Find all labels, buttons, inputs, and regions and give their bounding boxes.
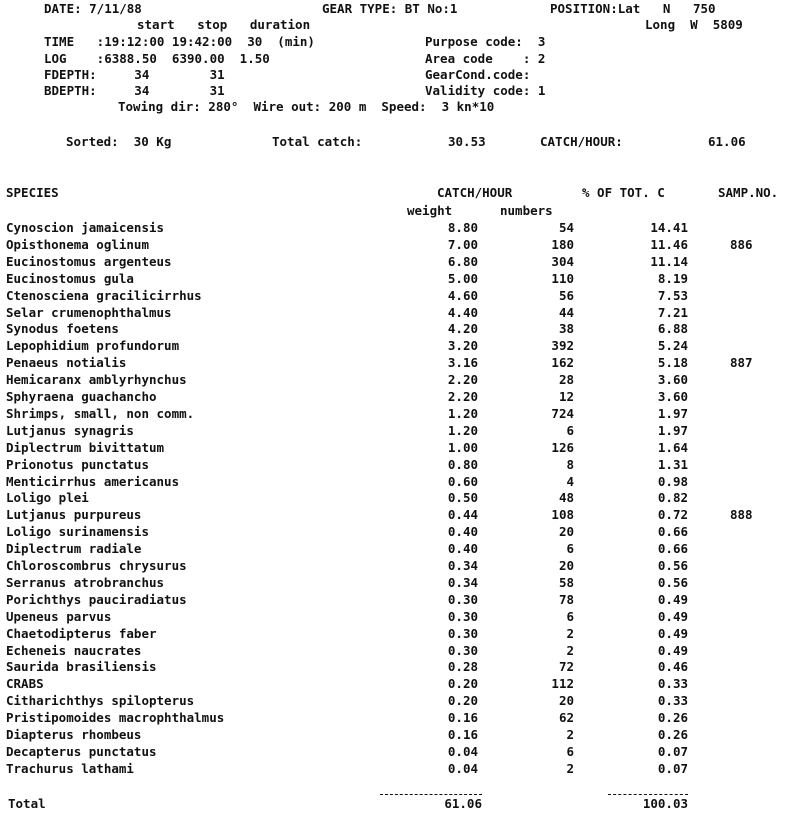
table-row bbox=[0, 339, 800, 356]
table-row bbox=[0, 407, 800, 424]
numbers-value: 2 bbox=[566, 727, 574, 742]
species-name: Synodus foetens bbox=[6, 321, 119, 337]
species-name: Loligo plei bbox=[6, 490, 89, 506]
weight-value: 2.20 bbox=[447, 372, 478, 388]
total-label: Total bbox=[8, 796, 46, 811]
position-lat-field: POSITION:Lat N 750 bbox=[550, 1, 716, 16]
pct-value: 8.19 bbox=[657, 270, 688, 286]
species-name: CRABS bbox=[6, 676, 44, 692]
table-row bbox=[0, 289, 800, 306]
numbers-value: 162 bbox=[551, 355, 574, 371]
samp-no-value: 888 bbox=[730, 507, 753, 523]
numbers-value: 72 bbox=[558, 659, 574, 675]
species-name: Diplectrum bivittatum bbox=[6, 439, 165, 455]
table-row bbox=[0, 660, 800, 677]
validity-code-field: Validity code: 1 bbox=[425, 83, 546, 98]
weight-value: 6.80 bbox=[447, 253, 478, 269]
numbers-value: 6 bbox=[566, 541, 574, 557]
pct-value: 0.72 bbox=[657, 507, 688, 523]
table-row bbox=[0, 238, 800, 255]
pct-value: 7.53 bbox=[657, 287, 688, 303]
pct-value: 0.66 bbox=[657, 541, 688, 557]
species-name: Shrimps, small, non comm. bbox=[6, 405, 195, 421]
numbers-value: 2 bbox=[566, 625, 574, 641]
fdepth-field: FDEPTH: 34 31 bbox=[44, 67, 225, 82]
header-weight: weight bbox=[407, 203, 453, 218]
numbers-value: 724 bbox=[551, 405, 574, 421]
table-row bbox=[0, 576, 800, 593]
table-row bbox=[0, 356, 800, 373]
species-name: Loligo surinamensis bbox=[6, 524, 149, 540]
sorted-field: Sorted: 30 Kg bbox=[66, 134, 172, 149]
table-row bbox=[0, 694, 800, 711]
weight-value: 1.20 bbox=[447, 422, 478, 438]
catch-hour-value: 61.06 bbox=[708, 134, 746, 149]
pct-value: 5.18 bbox=[657, 355, 688, 371]
table-row bbox=[0, 272, 800, 289]
table-row bbox=[0, 491, 800, 508]
towing-field: Towing dir: 280° Wire out: 200 m Speed: 3 kn*10 bbox=[118, 99, 495, 114]
numbers-value: 48 bbox=[558, 490, 574, 506]
table-row bbox=[0, 458, 800, 475]
species-name: Pristipomoides macrophthalmus bbox=[6, 710, 225, 726]
table-row bbox=[0, 762, 800, 779]
column-heads: start stop duration bbox=[137, 17, 311, 32]
weight-value: 0.30 bbox=[447, 608, 478, 624]
table-row bbox=[0, 322, 800, 339]
date-field: DATE: 7/11/88 bbox=[44, 1, 142, 16]
table-row bbox=[0, 593, 800, 610]
pct-value: 0.33 bbox=[657, 676, 688, 692]
weight-value: 0.80 bbox=[447, 456, 478, 472]
numbers-value: 6 bbox=[566, 608, 574, 624]
pct-value: 0.49 bbox=[657, 591, 688, 607]
pct-value: 5.24 bbox=[657, 338, 688, 354]
numbers-value: 44 bbox=[558, 304, 574, 320]
weight-value: 1.20 bbox=[447, 405, 478, 421]
numbers-value: 78 bbox=[558, 591, 574, 607]
numbers-value: 6 bbox=[566, 743, 574, 759]
table-row bbox=[0, 508, 800, 525]
species-name: Eucinostomus gula bbox=[6, 270, 134, 286]
header-pct-total: % OF TOT. C bbox=[582, 185, 665, 200]
pct-value: 0.56 bbox=[657, 558, 688, 573]
gear-type-field: GEAR TYPE: BT No:1 bbox=[322, 1, 458, 16]
species-name: Citharichthys spilopterus bbox=[6, 693, 195, 709]
pct-value: 0.26 bbox=[657, 710, 688, 726]
pct-value: 0.07 bbox=[657, 743, 688, 759]
table-row bbox=[0, 255, 800, 272]
table-row bbox=[0, 728, 800, 745]
total-catch-label: Total catch: bbox=[272, 134, 363, 149]
table-row bbox=[0, 559, 800, 576]
pct-value: 6.88 bbox=[657, 321, 688, 337]
numbers-value: 12 bbox=[558, 389, 574, 404]
species-name: Trachurus lathami bbox=[6, 760, 134, 776]
table-row bbox=[0, 390, 800, 407]
pct-value: 3.60 bbox=[657, 389, 688, 404]
species-name: Opisthonema oglinum bbox=[6, 236, 149, 252]
pct-value: 0.66 bbox=[657, 524, 688, 540]
pct-value: 0.49 bbox=[657, 608, 688, 624]
numbers-value: 56 bbox=[558, 287, 574, 303]
numbers-value: 54 bbox=[558, 220, 574, 235]
purpose-code-field: Purpose code: 3 bbox=[425, 34, 546, 49]
pct-value: 0.46 bbox=[657, 659, 688, 675]
species-name: Decapterus punctatus bbox=[6, 743, 157, 759]
header-numbers: numbers bbox=[500, 203, 553, 218]
pct-value: 0.56 bbox=[657, 574, 688, 590]
weight-value: 0.04 bbox=[447, 760, 478, 776]
gearcond-field: GearCond.code: bbox=[425, 67, 531, 82]
species-name: Ctenosciena gracilicirrhus bbox=[6, 287, 202, 303]
pct-value: 0.98 bbox=[657, 473, 688, 489]
species-name: Chloroscombrus chrysurus bbox=[6, 558, 187, 573]
pct-value: 1.97 bbox=[657, 422, 688, 438]
numbers-value: 180 bbox=[551, 236, 574, 252]
weight-value: 0.34 bbox=[447, 574, 478, 590]
species-name: Penaeus notialis bbox=[6, 355, 127, 371]
header-catch-hour: CATCH/HOUR bbox=[437, 185, 513, 200]
pct-value: 0.49 bbox=[657, 625, 688, 641]
table-row bbox=[0, 525, 800, 542]
species-name: Diplectrum radiale bbox=[6, 541, 142, 557]
table-row bbox=[0, 627, 800, 644]
table-row bbox=[0, 542, 800, 559]
species-name: Hemicaranx amblyrhynchus bbox=[6, 372, 187, 388]
pct-value: 11.14 bbox=[650, 253, 688, 269]
species-name: Lutjanus synagris bbox=[6, 422, 134, 438]
position-long-field: Long W 5809 bbox=[645, 17, 743, 32]
weight-value: 4.20 bbox=[447, 321, 478, 337]
pct-value: 1.64 bbox=[657, 439, 688, 455]
table-row bbox=[0, 644, 800, 661]
numbers-value: 62 bbox=[558, 710, 574, 726]
pct-value: 0.07 bbox=[657, 760, 688, 776]
log-field: LOG :6388.50 6390.00 1.50 bbox=[44, 51, 270, 66]
species-name: Menticirrhus americanus bbox=[6, 473, 180, 489]
table-row bbox=[0, 424, 800, 441]
table-row bbox=[0, 711, 800, 728]
weight-value: 4.40 bbox=[447, 304, 478, 320]
weight-value: 4.60 bbox=[447, 287, 478, 303]
weight-value: 0.34 bbox=[447, 558, 478, 573]
time-field: TIME :19:12:00 19:42:00 30 (min) bbox=[44, 34, 315, 49]
numbers-value: 20 bbox=[558, 693, 574, 709]
weight-value: 0.28 bbox=[447, 659, 478, 675]
species-name: Chaetodipterus faber bbox=[6, 625, 157, 641]
weight-value: 1.00 bbox=[447, 439, 478, 455]
total-pct-rule bbox=[608, 794, 688, 795]
samp-no-value: 886 bbox=[730, 236, 753, 252]
weight-value: 0.50 bbox=[447, 490, 478, 506]
species-name: Echeneis naucrates bbox=[6, 642, 142, 658]
pct-value: 0.33 bbox=[657, 693, 688, 709]
weight-value: 0.16 bbox=[447, 727, 478, 742]
weight-value: 0.40 bbox=[447, 541, 478, 557]
table-row bbox=[0, 610, 800, 627]
pct-value: 11.46 bbox=[650, 236, 688, 252]
weight-value: 0.60 bbox=[447, 473, 478, 489]
species-name: Sphyraena guachancho bbox=[6, 389, 157, 404]
table-row bbox=[0, 475, 800, 492]
weight-value: 0.16 bbox=[447, 710, 478, 726]
numbers-value: 28 bbox=[558, 372, 574, 388]
numbers-value: 112 bbox=[551, 676, 574, 692]
species-name: Saurida brasiliensis bbox=[6, 659, 157, 675]
weight-value: 0.44 bbox=[447, 507, 478, 523]
pct-value: 7.21 bbox=[657, 304, 688, 320]
bdepth-field: BDEPTH: 34 31 bbox=[44, 83, 225, 98]
pct-value: 14.41 bbox=[650, 220, 688, 235]
species-name: Lutjanus purpureus bbox=[6, 507, 142, 523]
species-name: Selar crumenophthalmus bbox=[6, 304, 172, 320]
weight-value: 5.00 bbox=[447, 270, 478, 286]
table-row bbox=[0, 221, 800, 238]
pct-value: 0.26 bbox=[657, 727, 688, 742]
area-code-field: Area code : 2 bbox=[425, 51, 546, 66]
weight-value: 0.30 bbox=[447, 591, 478, 607]
table-row bbox=[0, 677, 800, 694]
numbers-value: 6 bbox=[566, 422, 574, 438]
weight-value: 0.40 bbox=[447, 524, 478, 540]
weight-value: 0.30 bbox=[447, 642, 478, 658]
numbers-value: 20 bbox=[558, 558, 574, 573]
numbers-value: 126 bbox=[551, 439, 574, 455]
pct-value: 3.60 bbox=[657, 372, 688, 388]
weight-value: 8.80 bbox=[447, 220, 478, 235]
table-row bbox=[0, 745, 800, 762]
table-row bbox=[0, 441, 800, 458]
numbers-value: 392 bbox=[551, 338, 574, 354]
total-catch-value: 30.53 bbox=[448, 134, 486, 149]
weight-value: 0.20 bbox=[447, 676, 478, 692]
numbers-value: 2 bbox=[566, 642, 574, 658]
species-name: Eucinostomus argenteus bbox=[6, 253, 172, 269]
header-species: SPECIES bbox=[6, 185, 59, 200]
weight-value: 2.20 bbox=[447, 389, 478, 404]
numbers-value: 2 bbox=[566, 760, 574, 776]
weight-value: 7.00 bbox=[447, 236, 478, 252]
weight-value: 0.04 bbox=[447, 743, 478, 759]
weight-value: 0.20 bbox=[447, 693, 478, 709]
weight-value: 0.30 bbox=[447, 625, 478, 641]
species-name: Serranus atrobranchus bbox=[6, 574, 165, 590]
pct-value: 0.82 bbox=[657, 490, 688, 506]
species-name: Cynoscion jamaicensis bbox=[6, 220, 165, 235]
numbers-value: 108 bbox=[551, 507, 574, 523]
species-name: Diapterus rhombeus bbox=[6, 727, 142, 742]
numbers-value: 58 bbox=[558, 574, 574, 590]
numbers-value: 304 bbox=[551, 253, 574, 269]
weight-value: 3.16 bbox=[447, 355, 478, 371]
species-name: Porichthys pauciradiatus bbox=[6, 591, 187, 607]
table-row bbox=[0, 306, 800, 323]
total-weight: 61.06 bbox=[444, 796, 482, 811]
numbers-value: 38 bbox=[558, 321, 574, 337]
total-weight-rule bbox=[380, 794, 482, 795]
pct-value: 1.31 bbox=[657, 456, 688, 472]
numbers-value: 4 bbox=[566, 473, 574, 489]
samp-no-value: 887 bbox=[730, 355, 753, 371]
species-name: Upeneus parvus bbox=[6, 608, 112, 624]
numbers-value: 8 bbox=[566, 456, 574, 472]
species-name: Lepophidium profundorum bbox=[6, 338, 180, 354]
species-name: Prionotus punctatus bbox=[6, 456, 149, 472]
header-samp-no: SAMP.NO. bbox=[718, 185, 779, 200]
numbers-value: 110 bbox=[551, 270, 574, 286]
pct-value: 1.97 bbox=[657, 405, 688, 421]
pct-value: 0.49 bbox=[657, 642, 688, 658]
weight-value: 3.20 bbox=[447, 338, 478, 354]
table-row bbox=[0, 373, 800, 390]
catch-hour-label: CATCH/HOUR: bbox=[540, 134, 623, 149]
numbers-value: 20 bbox=[558, 524, 574, 540]
total-pct: 100.03 bbox=[642, 796, 688, 811]
